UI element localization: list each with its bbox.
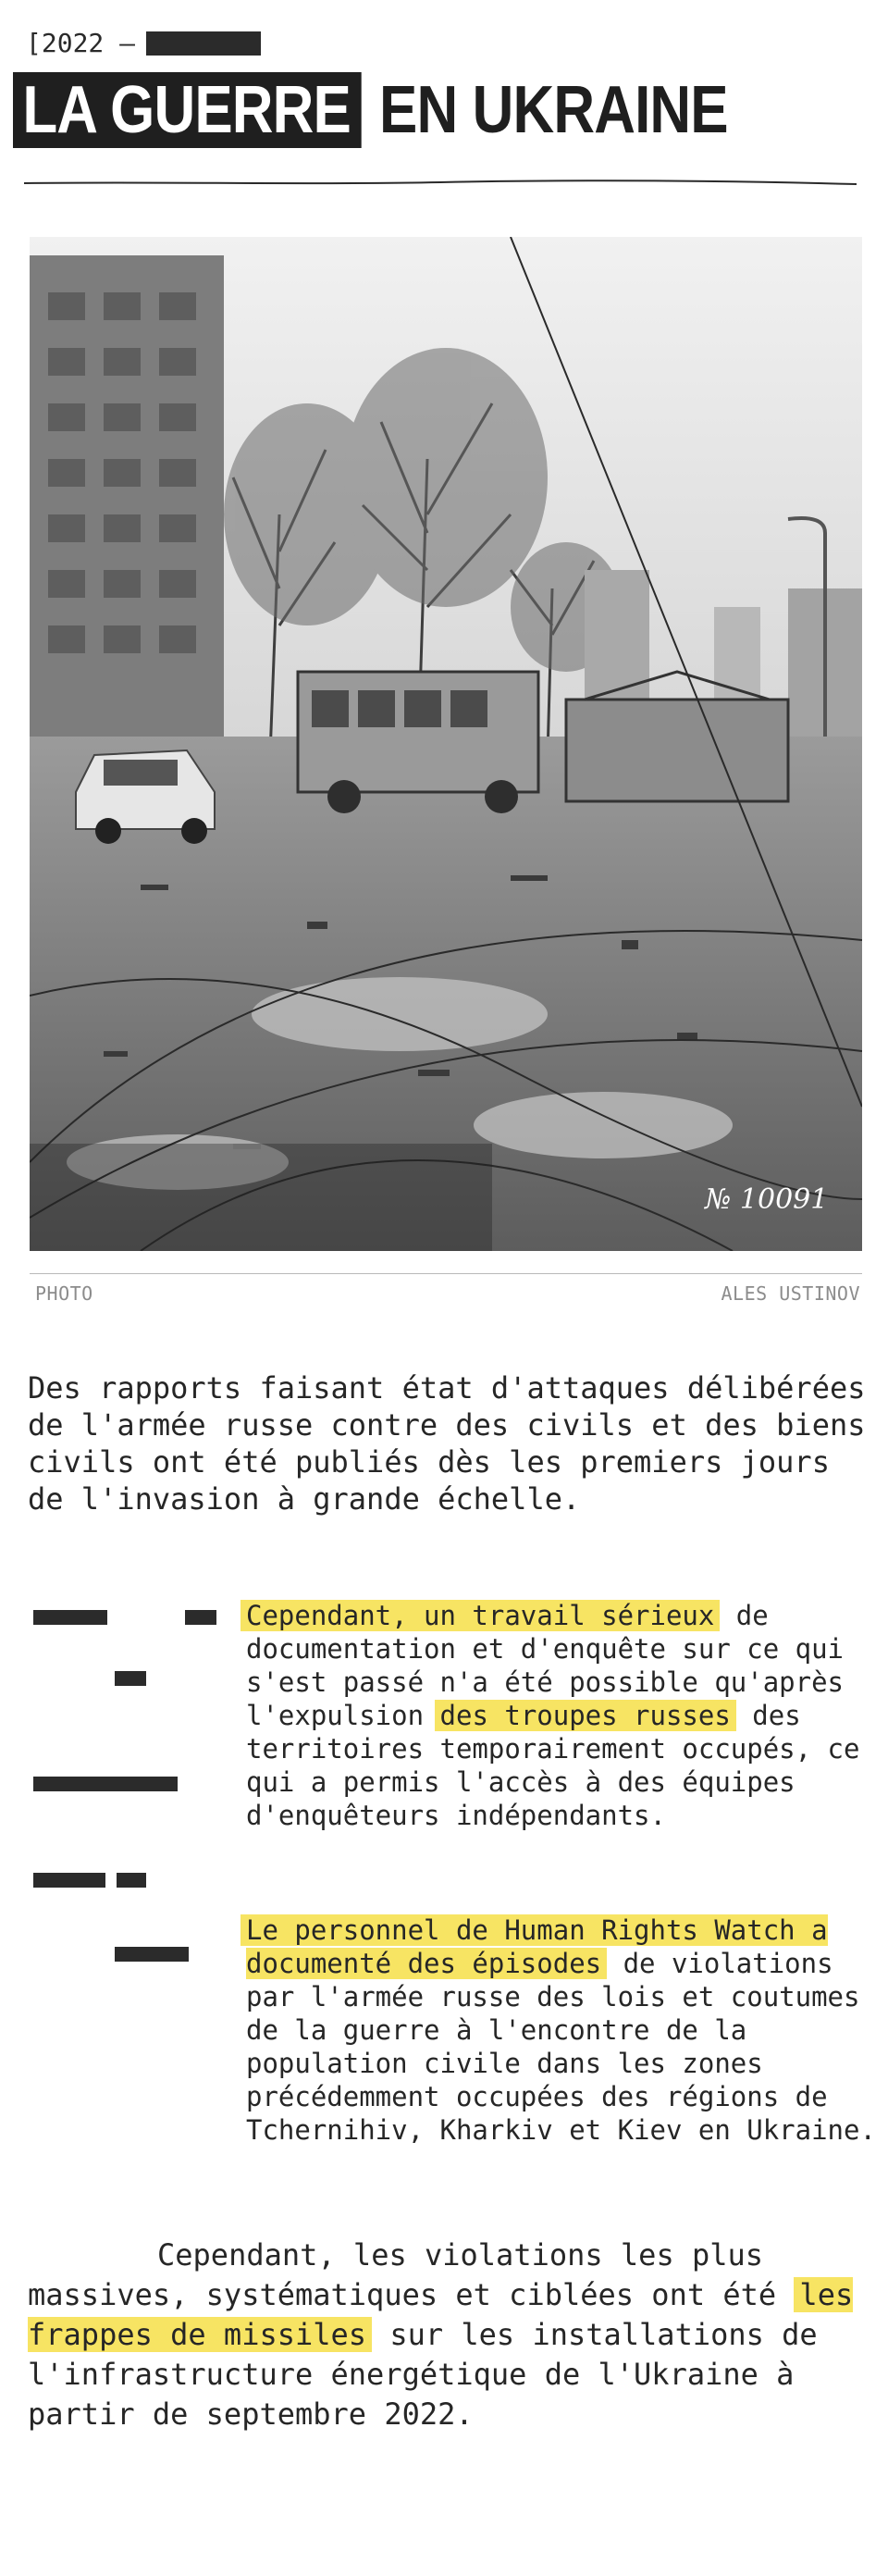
date-line: [26, 28, 261, 58]
paragraph-1: [246, 1599, 884, 1832]
closing-text-b: sur les installations de l'infrastructure énergétique de l'Ukraine à partir de septembre 2022.: [28, 2317, 818, 2432]
redaction-bar: [117, 1873, 146, 1888]
photo-caption-label: PHOTO: [35, 1282, 93, 1305]
paragraph-2-text: de violations par l'armée russe des lois et coutumes de la guerre à l'encontre de la population civile dans les zones précédemment occupées des régions de Tchernihiv, Kharkiv et Kiev en Ukraine.: [246, 1948, 876, 2146]
paragraph-2: [246, 1913, 884, 2147]
redaction-bar: [185, 1610, 216, 1625]
paragraph-1-highlight-b: des troupes russes: [435, 1700, 736, 1731]
redaction-bar: [33, 1610, 107, 1625]
date-prefix: [2022 –: [26, 28, 136, 58]
redaction-bar: [115, 1671, 146, 1686]
war-photo: [30, 237, 862, 1251]
title-rest: EN UKRAINE: [379, 73, 729, 147]
closing-text-a: Cependant, les violations les plus massives, systématiques et ciblées ont été: [28, 2237, 777, 2312]
page-title: [13, 72, 784, 148]
redaction-bar: [33, 1777, 178, 1791]
redaction-bar: [33, 1873, 105, 1888]
lead-paragraph: Des rapports faisant état d'attaques délibérées de l'armée russe contre des civils et des biens civils ont été publiés dès les premiers jours de l'invasion à grande échelle.: [28, 1370, 866, 1517]
paragraph-2-highlight: Le personnel de Human Rights Watch a documenté des épisodes: [240, 1914, 828, 1979]
title-highlight: LA GUERRE: [13, 72, 362, 148]
closing-paragraph: [28, 2235, 870, 2434]
closing-highlight: les frappes de missiles: [28, 2277, 854, 2352]
plate-number: № 10091: [705, 1183, 829, 1216]
paragraph-1-text-b: des territoires temporairement occupés, ce qui a permis l'accès à des équipes d'enquêteurs indépendants.: [246, 1700, 860, 1831]
date-redaction: [146, 31, 261, 56]
redaction-bar: [115, 1947, 189, 1962]
paragraph-1-highlight-a: Cependant, un travail sérieux: [240, 1600, 720, 1631]
photo-credit: ALES USTINOV: [721, 1282, 860, 1305]
paragraph-1-text-a: de documentation et d'enquête sur ce qui s'est passé n'a été possible qu'après l'expulsion: [246, 1600, 845, 1731]
header-rule: [24, 178, 857, 189]
caption-rule: [30, 1273, 862, 1274]
